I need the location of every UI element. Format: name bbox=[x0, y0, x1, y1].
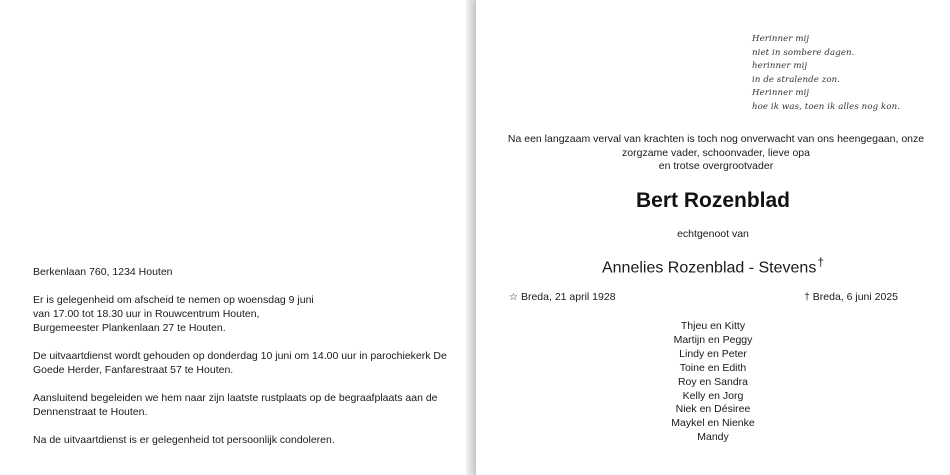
birth-date: Breda, 21 april 1928 bbox=[520, 291, 616, 303]
spouse-label: echtgenoot van bbox=[677, 228, 749, 240]
list-item: Thjeu en Kitty bbox=[680, 320, 746, 332]
visitation-text: Er is gelegenheid om afscheid te nemen op woensdag 9 juni van 17.00 tot 18.30 uur in Rouwcentrum Houten, Burgemeester Plankenlaan 27 te Houten. bbox=[33, 294, 314, 334]
cross-icon: † bbox=[817, 255, 825, 269]
death-date: Breda, 6 juni 2025 bbox=[812, 291, 898, 303]
left-page bbox=[0, 0, 466, 475]
family-list bbox=[476, 320, 950, 445]
cross-icon: † bbox=[804, 292, 810, 303]
star-icon: ☆ bbox=[509, 292, 518, 303]
list-item: Niek en Désiree bbox=[675, 403, 751, 416]
spouse-name-line bbox=[476, 255, 950, 277]
spouse-name: Annelies Rozenblad - Stevens bbox=[601, 259, 817, 277]
list-item: Mandy bbox=[697, 431, 729, 444]
intro-text: Na een langzaam verval van krachten is toch nog onverwacht van ons heengegaan, onze zorgzame vader, schoonvader, lieve opa en trotse overgrootvader bbox=[507, 133, 925, 173]
poem-text: Herinner mij niet in sombere dagen. herinner mij in de stralende zon. Herinner mij hoe ik was, toen ik alles nog kon. bbox=[752, 34, 901, 112]
deceased-name: Bert Rozenblad bbox=[635, 189, 790, 212]
burial-text: Aansluitend begeleiden we hem naar zijn laatste rustplaats op de begraafplaats aan de Dennenstraat te Houten. bbox=[33, 392, 438, 418]
address-text: Berkenlaan 760, 1234 Houten bbox=[33, 266, 173, 278]
funeral-details bbox=[33, 265, 453, 461]
list-item: Maykel en Nienke bbox=[671, 417, 755, 430]
page-fold bbox=[466, 0, 476, 475]
condolence-text: Na de uitvaartdienst is er gelegenheid tot persoonlijk condoleren. bbox=[33, 434, 335, 446]
list-item: Toine en Edith bbox=[679, 361, 747, 374]
death-line bbox=[804, 291, 898, 303]
birth-line bbox=[509, 291, 616, 303]
service-text: De uitvaartdienst wordt gehouden op donderdag 10 juni om 14.00 uur in parochiekerk De Goede Herder, Fanfarestraat 57 te Houten. bbox=[33, 350, 447, 376]
list-item: Martijn en Peggy bbox=[673, 333, 753, 346]
right-page bbox=[476, 0, 950, 475]
list-item: Kelly en Jorg bbox=[682, 389, 744, 402]
list-item: Lindy en Peter bbox=[679, 347, 747, 360]
list-item: Roy en Sandra bbox=[677, 375, 749, 388]
